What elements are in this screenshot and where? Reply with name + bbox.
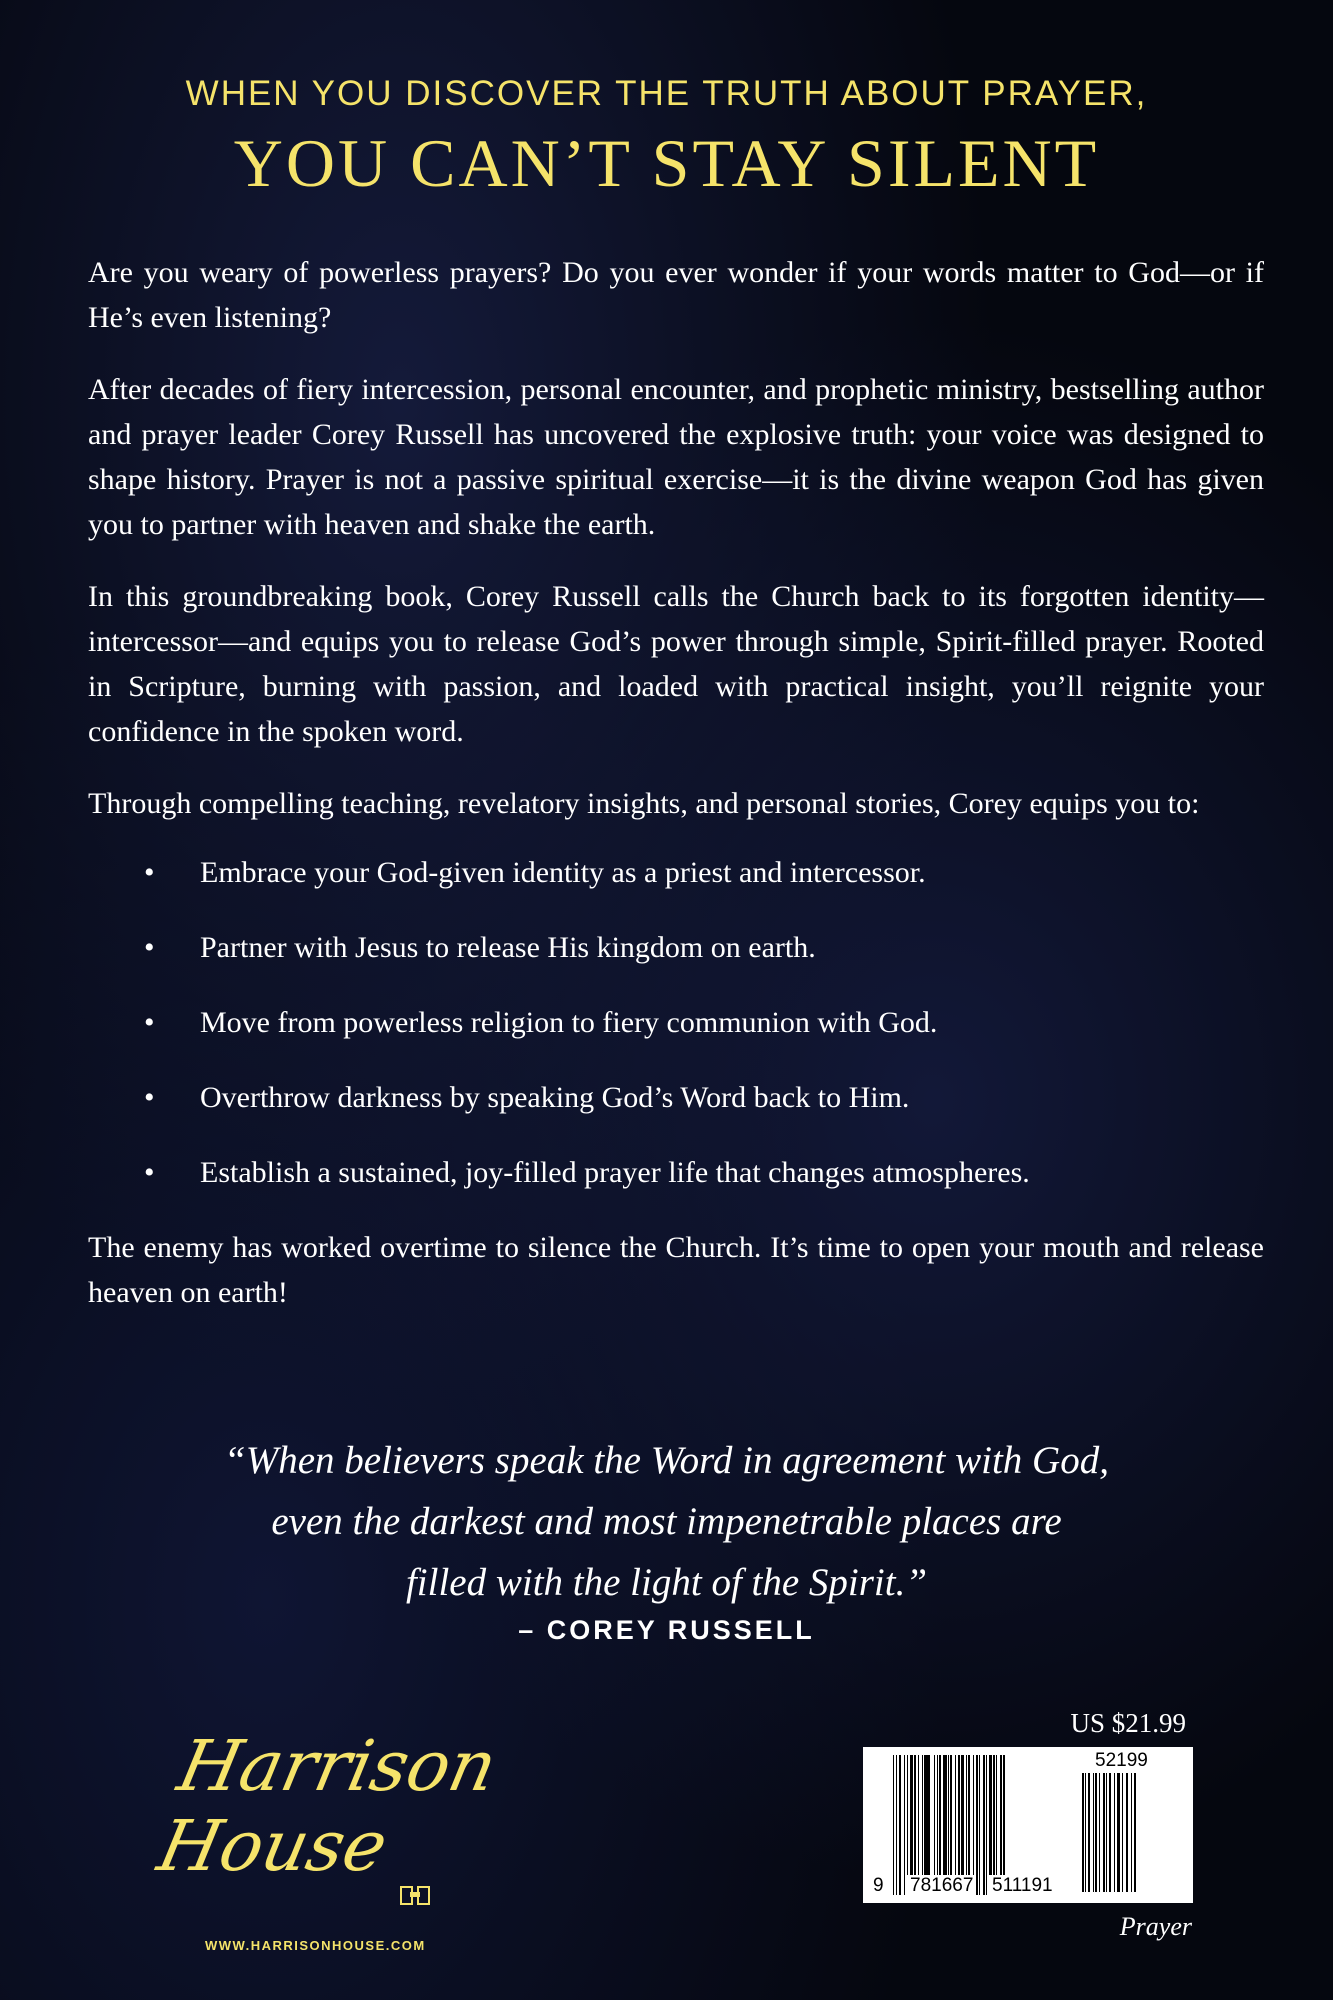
- list-item-text: Embrace your God-given identity as a priest and intercessor.: [200, 856, 926, 889]
- description: [88, 250, 1264, 1342]
- quote-attribution: – COREY RUSSELL: [518, 1615, 815, 1645]
- barcode-bar: [976, 1755, 978, 1895]
- bullet-icon: •: [144, 856, 155, 889]
- list-item: [88, 925, 1264, 970]
- barcode-bars: [893, 1755, 1068, 1895]
- barcode-bar: [934, 1755, 935, 1895]
- barcode-bar: [922, 1755, 923, 1895]
- paragraph: In this groundbreaking book, Corey Russell calls the Church back to its forgotten identity—intercessor—and equips you to release God’s power through simple, Spirit-filled prayer. Rooted in Scripture, burning with passion, and loaded with practical insight, you’ll reignite your confidence in the spoken word.: [88, 580, 1264, 748]
- paragraph: After decades of fiery intercession, personal encounter, and prophetic ministry, bestselling author and prayer leader Corey Russell has uncovered the explosive truth: your voice was designed to shape history. Prayer is not a passive spiritual exercise—it is the divine weapon God has given you to partner with heaven and shake the earth.: [88, 373, 1264, 541]
- quote-line: “When believers speak the Word in agreement with God,: [224, 1439, 1109, 1482]
- barcode-bar: [955, 1755, 956, 1895]
- logo-word: House: [151, 1805, 395, 1887]
- bullet-icon: •: [144, 1156, 155, 1189]
- barcode-addon: 52199: [1095, 1750, 1148, 1771]
- barcode-bar: [1088, 1773, 1090, 1892]
- barcode-bar: [996, 1755, 997, 1895]
- barcode-bar: [937, 1755, 938, 1895]
- barcode-bar: [899, 1755, 901, 1895]
- paragraph: Through compelling teaching, revelatory insights, and personal stories, Corey equips you to:: [88, 787, 1200, 820]
- addon-barcode-bars: [1082, 1773, 1172, 1892]
- logo-word: Harrison: [171, 1725, 504, 1807]
- barcode-group: 511191: [989, 1875, 1056, 1897]
- barcode-bar: [968, 1755, 970, 1895]
- barcode-bar: [1093, 1773, 1094, 1892]
- barcode-bar: [1114, 1773, 1115, 1892]
- list-item-text: Partner with Jesus to release His kingdom on earth.: [200, 931, 816, 964]
- barcode-bar: [943, 1755, 947, 1895]
- binoculars-icon: [400, 1883, 430, 1905]
- barcode-bar: [910, 1755, 913, 1895]
- barcode-bar: [966, 1755, 967, 1895]
- barcode-bar: [983, 1755, 985, 1895]
- barcode-bar: [1134, 1773, 1136, 1892]
- barcode-bar: [1117, 1773, 1120, 1892]
- list-item-text: Establish a sustained, joy-filled prayer life that changes atmospheres.: [200, 1156, 1030, 1189]
- headline-kicker: WHEN YOU DISCOVER THE TRUTH ABOUT PRAYER,: [185, 74, 1148, 113]
- barcode-bar: [1095, 1773, 1097, 1892]
- barcode-bar: [1003, 1755, 1005, 1895]
- headline-title: YOU CAN’T STAY SILENT: [233, 125, 1100, 201]
- barcode-bar: [989, 1755, 992, 1895]
- barcode-bar: [1103, 1773, 1105, 1892]
- barcode-bar: [948, 1755, 949, 1895]
- barcode-bar: [950, 1755, 952, 1895]
- quote-line: filled with the light of the Spirit.”: [405, 1561, 928, 1604]
- pull-quote: [0, 1430, 1333, 1613]
- bullet-icon: •: [144, 931, 155, 964]
- publisher-logo: [150, 1705, 504, 1925]
- category-label: Prayer: [1119, 1912, 1192, 1941]
- barcode-bar: [907, 1755, 908, 1895]
- barcode-bar: [924, 1755, 930, 1895]
- barcode-bar: [904, 1755, 905, 1895]
- paragraph: Are you weary of powerless prayers? Do you ever wonder if your words matter to God—or if He’s even listening?: [88, 256, 1264, 334]
- barcode-bar: [939, 1755, 941, 1895]
- barcode-bar: [986, 1755, 987, 1895]
- barcode-bar: [914, 1755, 916, 1895]
- list-item: [88, 1075, 1264, 1120]
- barcode-bar: [1106, 1773, 1107, 1892]
- barcode-bar: [896, 1755, 897, 1895]
- barcode-bar: [973, 1755, 974, 1895]
- barcode-bar: [893, 1755, 894, 1895]
- barcode-bar: [1082, 1773, 1084, 1892]
- barcode-bar: [979, 1755, 980, 1895]
- benefit-list: [88, 850, 1264, 1195]
- barcode-bar: [918, 1755, 919, 1895]
- list-item-text: Overthrow darkness by speaking God’s Word back to Him.: [200, 1081, 910, 1114]
- isbn-barcode: [863, 1747, 1193, 1903]
- quote-line: even the darkest and most impenetrable places are: [271, 1500, 1062, 1543]
- bullet-icon: •: [144, 1081, 155, 1114]
- barcode-prefix: 9: [873, 1875, 884, 1896]
- list-item: [88, 1150, 1264, 1195]
- barcode-bar: [961, 1755, 964, 1895]
- price: US $21.99: [1070, 1708, 1186, 1738]
- barcode-bar: [1122, 1773, 1123, 1892]
- barcode-bar: [1099, 1773, 1100, 1892]
- barcode-bar: [1085, 1773, 1086, 1892]
- barcode-bar: [1126, 1773, 1128, 1892]
- bullet-icon: •: [144, 1006, 155, 1039]
- barcode-bar: [958, 1755, 960, 1895]
- list-item-text: Move from powerless religion to fiery communion with God.: [200, 1006, 938, 1039]
- publisher-url: WWW.HARRISONHOUSE.COM: [205, 1938, 426, 1953]
- barcode-bar: [1131, 1773, 1132, 1892]
- list-item: [88, 850, 1264, 895]
- list-item: [88, 1000, 1264, 1045]
- barcode-bar: [1000, 1755, 1002, 1895]
- barcode-bar: [993, 1755, 995, 1895]
- closing-paragraph: The enemy has worked overtime to silence the Church. It’s time to open your mouth and release heaven on earth!: [88, 1231, 1264, 1309]
- barcode-bar: [1109, 1773, 1111, 1892]
- barcode-group: 781667: [907, 1875, 976, 1897]
